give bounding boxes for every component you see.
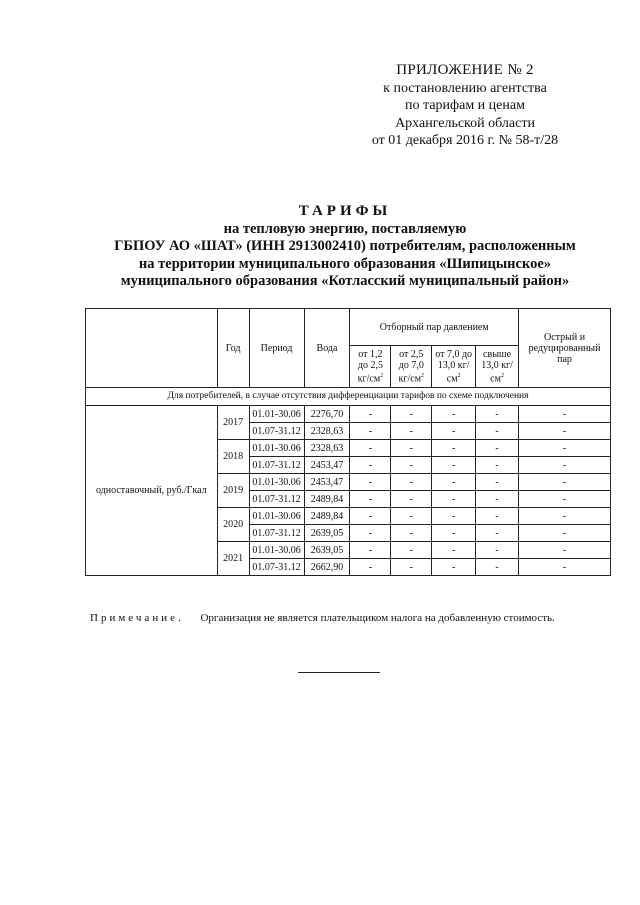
water-value-cell: 2489,84 [304,491,350,508]
period-cell: 01.01-30.06 [249,542,304,559]
header-year: Год [217,309,249,388]
empty-value-cell: - [519,559,611,576]
empty-value-cell: - [350,542,391,559]
empty-value-cell: - [432,542,476,559]
year-cell: 2021 [217,542,249,576]
empty-value-cell: - [476,474,519,491]
empty-value-cell: - [519,440,611,457]
water-value-cell: 2639,05 [304,542,350,559]
header-acute-steam: Острый и редуцированный пар [519,309,611,388]
period-cell: 01.01-30.06 [249,508,304,525]
appendix-number: ПРИЛОЖЕНИЕ № 2 [396,62,534,78]
water-value-cell: 2489,84 [304,508,350,525]
period-cell: 01.01-30.06 [249,474,304,491]
period-cell: 01.07-31.12 [249,457,304,474]
period-cell: 01.01-30.06 [249,406,304,423]
empty-value-cell: - [391,406,432,423]
period-cell: 01.01-30.06 [249,440,304,457]
empty-value-cell: - [391,440,432,457]
table-row [86,406,611,423]
document-title [80,203,610,291]
empty-value-cell: - [391,559,432,576]
title-line: ГБПОУ АО «ШАТ» (ИНН 2913002410) потребителям, расположенным [114,238,576,254]
empty-value-cell: - [476,491,519,508]
year-cell: 2017 [217,406,249,440]
empty-value-cell: - [476,542,519,559]
empty-value-cell: - [519,457,611,474]
year-cell: 2019 [217,474,249,508]
header-pressure-4: свыше 13,0 $кг/см^2$ [476,346,519,388]
water-value-cell: 2662,90 [304,559,350,576]
empty-value-cell: - [432,559,476,576]
empty-value-cell: - [391,508,432,525]
tariff-table [85,308,611,576]
empty-value-cell: - [391,457,432,474]
empty-value-cell: - [432,525,476,542]
year-cell: 2020 [217,508,249,542]
water-value-cell: 2328,63 [304,440,350,457]
header-pressure-1: от 1,2 до 2,5 $кг/см^2$ [350,346,391,388]
empty-value-cell: - [391,542,432,559]
empty-value-cell: - [350,457,391,474]
year-cell: 2018 [217,440,249,474]
empty-value-cell: - [432,406,476,423]
header-period: Период [249,309,304,388]
empty-value-cell: - [350,423,391,440]
remark-text: Организация не является плательщиком налога на добавленную стоимость. [200,612,555,624]
remark [90,612,620,624]
empty-value-cell: - [350,508,391,525]
rate-type-cell: одноставочный, руб./Гкал [86,406,218,576]
empty-value-cell: - [391,525,432,542]
empty-value-cell: - [391,474,432,491]
empty-value-cell: - [476,525,519,542]
consumer-note: Для потребителей, в случае отсутствия дифференциации тарифов по схеме подключения [86,388,611,406]
appendix-line: Архангельской области [395,115,535,131]
period-cell: 01.07-31.12 [249,491,304,508]
period-cell: 01.07-31.12 [249,525,304,542]
empty-value-cell: - [432,474,476,491]
empty-value-cell: - [519,423,611,440]
empty-value-cell: - [350,474,391,491]
empty-value-cell: - [519,525,611,542]
empty-value-cell: - [432,457,476,474]
appendix-header [340,62,590,150]
empty-value-cell: - [432,440,476,457]
period-cell: 01.07-31.12 [249,559,304,576]
empty-value-cell: - [432,423,476,440]
appendix-date: от 01 декабря 2016 г. № 58-т/28 [371,133,559,148]
closing-rule [298,672,380,673]
empty-value-cell: - [432,491,476,508]
empty-value-cell: - [476,508,519,525]
header-pressure-2: от 2,5 до 7,0 $кг/см^2$ [391,346,432,388]
header-water: Вода [304,309,350,388]
header-empty [86,309,218,388]
empty-value-cell: - [350,559,391,576]
empty-value-cell: - [391,491,432,508]
remark-label: Примечание. [90,612,184,624]
water-value-cell: 2453,47 [304,474,350,491]
header-steam-group: Отборный пар давлением [350,309,519,346]
empty-value-cell: - [519,491,611,508]
empty-value-cell: - [476,423,519,440]
empty-value-cell: - [350,406,391,423]
empty-value-cell: - [519,406,611,423]
title-line: на тепловую энергию, поставляемую [223,220,467,237]
empty-value-cell: - [519,474,611,491]
empty-value-cell: - [476,457,519,474]
title-line: на территории муниципального образования «Шипицынское» [138,255,552,272]
empty-value-cell: - [476,406,519,423]
water-value-cell: 2328,63 [304,423,350,440]
period-cell: 01.07-31.12 [249,423,304,440]
water-value-cell: 2276,70 [304,406,350,423]
empty-value-cell: - [350,525,391,542]
title-heading: ТАРИФЫ [298,203,392,219]
title-line: муниципального образования «Котласский муниципальный район» [120,273,570,289]
appendix-line: к постановлению агентства [383,80,547,96]
empty-value-cell: - [391,423,432,440]
empty-value-cell: - [350,440,391,457]
empty-value-cell: - [476,440,519,457]
empty-value-cell: - [519,542,611,559]
header-pressure-3: от 7,0 до 13,0 $кг/см^2$ [432,346,476,388]
water-value-cell: 2453,47 [304,457,350,474]
appendix-line: по тарифам и ценам [405,98,525,113]
empty-value-cell: - [350,491,391,508]
empty-value-cell: - [519,508,611,525]
empty-value-cell: - [432,508,476,525]
water-value-cell: 2639,05 [304,525,350,542]
empty-value-cell: - [476,559,519,576]
